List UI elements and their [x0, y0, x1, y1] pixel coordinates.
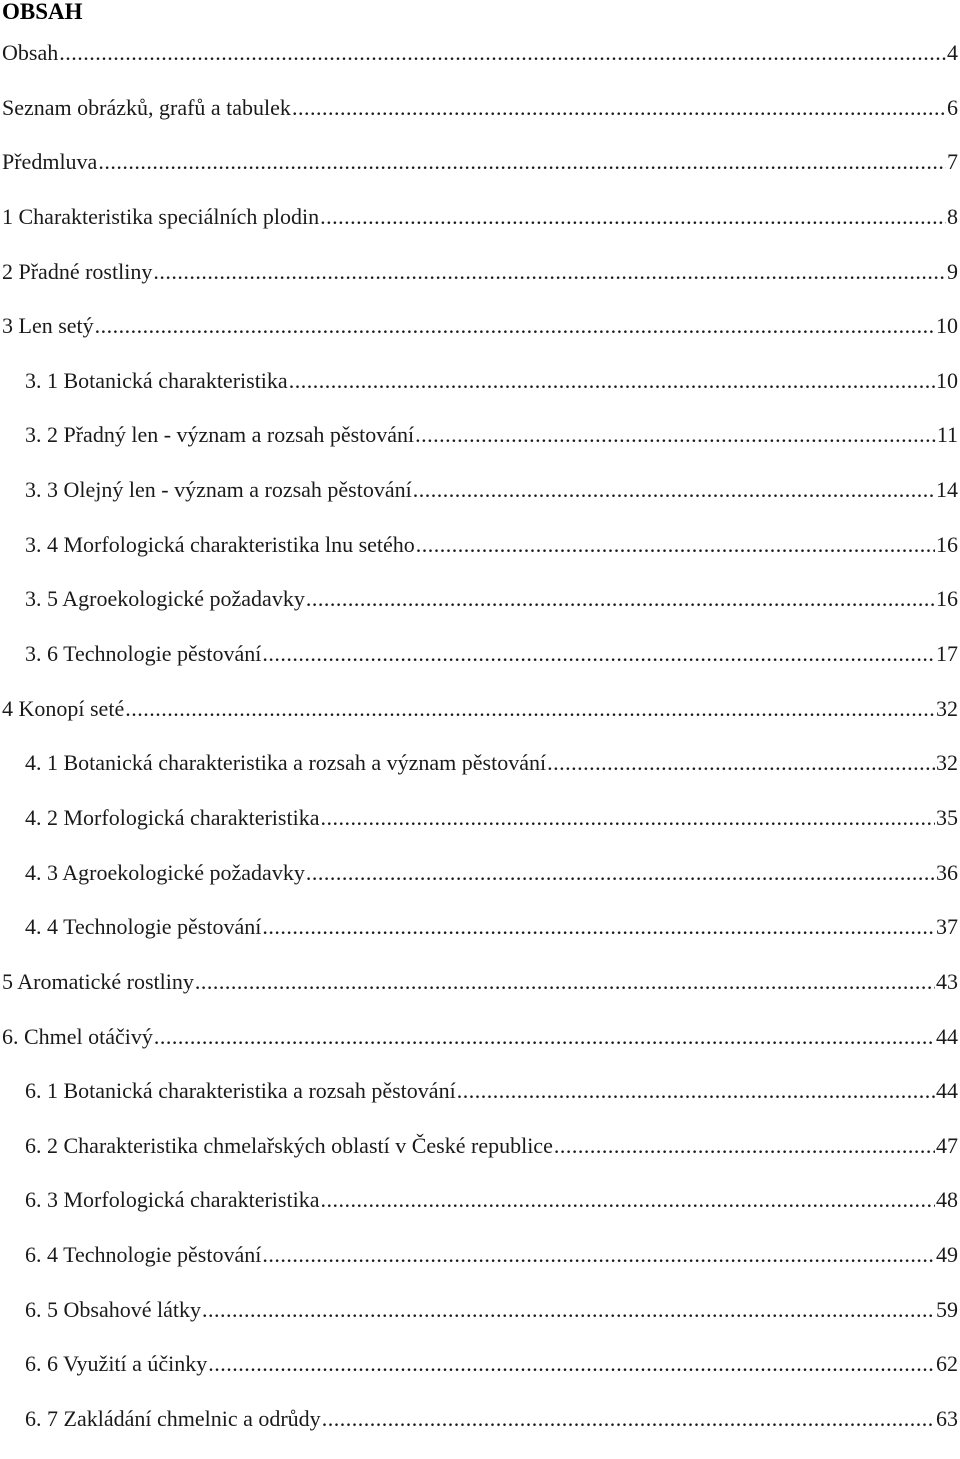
toc-entry-title[interactable]: Předmluva — [2, 149, 98, 175]
toc-entry-title[interactable]: 3. 3 Olejný len - význam a rozsah pěstování — [25, 477, 412, 503]
toc-dot-leader — [95, 311, 935, 341]
toc-entry[interactable] — [0, 530, 960, 585]
table-of-contents — [0, 38, 960, 1459]
toc-entry[interactable] — [0, 1131, 960, 1186]
toc-dot-leader — [202, 1295, 935, 1325]
toc-entry[interactable] — [0, 912, 960, 967]
toc-dot-leader — [320, 1185, 935, 1215]
toc-dot-leader — [262, 912, 935, 942]
toc-entry[interactable] — [0, 803, 960, 858]
toc-entry-title[interactable]: 6. 4 Technologie pěstování — [25, 1242, 262, 1268]
toc-dot-leader — [208, 1349, 935, 1379]
toc-entry[interactable] — [0, 1076, 960, 1131]
toc-page-number[interactable]: 44 — [936, 1023, 958, 1049]
toc-entry-title[interactable]: 3. 4 Morfologická charakteristika lnu setého — [25, 531, 415, 557]
toc-dot-leader — [153, 257, 946, 287]
toc-entry-title[interactable]: 4. 2 Morfologická charakteristika — [25, 804, 320, 830]
toc-entry-title[interactable]: 4. 3 Agroekologické požadavky — [25, 859, 305, 885]
toc-page-number[interactable]: 37 — [936, 914, 958, 940]
toc-page-number[interactable]: 6 — [947, 94, 958, 120]
toc-dot-leader — [415, 420, 936, 450]
toc-entry-title[interactable]: 6. 1 Botanická charakteristika a rozsah pěstování — [25, 1078, 456, 1104]
toc-page-number[interactable]: 4 — [947, 40, 958, 65]
toc-dot-leader — [416, 530, 935, 560]
toc-entry[interactable] — [0, 1185, 960, 1240]
toc-page-number[interactable]: 9 — [947, 258, 958, 284]
toc-entry-title[interactable]: 3. 5 Agroekologické požadavky — [25, 586, 305, 612]
toc-entry-title[interactable]: 6. Chmel otáčivý — [2, 1023, 153, 1049]
toc-entry[interactable] — [0, 475, 960, 530]
toc-entry-title[interactable]: 2 Přadné rostliny — [2, 258, 153, 284]
toc-entry[interactable] — [0, 1349, 960, 1404]
toc-dot-leader — [320, 202, 946, 232]
toc-dot-leader — [322, 1404, 935, 1434]
toc-dot-leader — [320, 803, 935, 833]
toc-page-number[interactable]: 48 — [936, 1187, 958, 1213]
toc-page-number[interactable]: 32 — [936, 750, 958, 776]
toc-entry[interactable] — [0, 639, 960, 694]
toc-entry[interactable] — [0, 858, 960, 913]
toc-entry-title[interactable]: 5 Aromatické rostliny — [2, 968, 194, 994]
toc-dot-leader — [125, 694, 935, 724]
toc-page-number[interactable]: 7 — [947, 149, 958, 175]
toc-page-number[interactable]: 14 — [936, 477, 958, 503]
toc-page-number[interactable]: 43 — [936, 968, 958, 994]
toc-entry-title[interactable]: 6. 2 Charakteristika chmelařských oblastí v České republice — [25, 1132, 553, 1158]
toc-heading: OBSAH — [2, 0, 83, 24]
toc-entry-title[interactable]: 6. 5 Obsahové látky — [25, 1296, 201, 1322]
toc-entry[interactable] — [0, 311, 960, 366]
toc-dot-leader — [195, 967, 935, 997]
toc-entry-title[interactable]: 3. 1 Botanická charakteristika — [25, 367, 288, 393]
toc-page-number[interactable]: 49 — [936, 1242, 958, 1268]
toc-entry[interactable] — [0, 202, 960, 257]
toc-page-number[interactable]: 47 — [936, 1132, 958, 1158]
toc-entry-title[interactable]: 3. 2 Přadný len - význam a rozsah pěstování — [25, 422, 415, 448]
toc-entry[interactable] — [0, 694, 960, 749]
toc-entry-title[interactable]: 6. 7 Zakládání chmelnic a odrůdy — [25, 1406, 321, 1432]
toc-entry-title[interactable]: 3. 6 Technologie pěstování — [25, 641, 262, 667]
toc-entry[interactable] — [0, 1240, 960, 1295]
toc-dot-leader — [59, 38, 946, 68]
toc-dot-leader — [262, 1240, 935, 1270]
toc-entry[interactable] — [0, 1022, 960, 1077]
toc-page-number[interactable]: 10 — [936, 367, 958, 393]
toc-dot-leader — [306, 584, 935, 614]
toc-entry-title[interactable]: 4 Konopí seté — [2, 695, 125, 721]
toc-entry[interactable] — [0, 147, 960, 202]
toc-entry-title[interactable]: Obsah — [2, 40, 59, 65]
toc-page-number[interactable]: 8 — [947, 203, 958, 229]
toc-dot-leader — [154, 1022, 935, 1052]
toc-page-number[interactable]: 32 — [936, 695, 958, 721]
toc-entry[interactable] — [0, 38, 960, 93]
toc-entry[interactable] — [0, 1404, 960, 1459]
toc-entry-title[interactable]: 4. 1 Botanická charakteristika a rozsah a význam pěstování — [25, 750, 547, 776]
toc-entry[interactable] — [0, 748, 960, 803]
toc-page-number[interactable]: 35 — [936, 804, 958, 830]
toc-entry[interactable] — [0, 967, 960, 1022]
toc-page-number[interactable]: 16 — [936, 586, 958, 612]
toc-entry-title[interactable]: 1 Charakteristika speciálních plodin — [2, 203, 320, 229]
toc-page-number[interactable]: 16 — [936, 531, 958, 557]
toc-entry[interactable] — [0, 257, 960, 312]
toc-dot-leader — [554, 1131, 935, 1161]
toc-dot-leader — [262, 639, 935, 669]
toc-dot-leader — [98, 147, 946, 177]
toc-entry[interactable] — [0, 93, 960, 148]
toc-entry-title[interactable]: 6. 6 Využití a účinky — [25, 1351, 208, 1377]
toc-entry[interactable] — [0, 584, 960, 639]
toc-page-number[interactable]: 63 — [936, 1406, 958, 1432]
toc-page-number[interactable]: 10 — [936, 313, 958, 339]
toc-entry[interactable] — [0, 366, 960, 421]
toc-entry-title[interactable]: Seznam obrázků, grafů a tabulek — [2, 94, 291, 120]
toc-dot-leader — [289, 366, 935, 396]
toc-entry[interactable] — [0, 1295, 960, 1350]
toc-page-number[interactable]: 17 — [936, 641, 958, 667]
toc-page-number[interactable]: 36 — [936, 859, 958, 885]
toc-dot-leader — [457, 1076, 935, 1106]
toc-dot-leader — [306, 858, 935, 888]
toc-page-number[interactable]: 11 — [936, 422, 958, 448]
toc-entry-title[interactable]: 6. 3 Morfologická charakteristika — [25, 1187, 320, 1213]
toc-dot-leader — [547, 748, 935, 778]
toc-page-number[interactable]: 59 — [936, 1296, 958, 1322]
toc-dot-leader — [413, 475, 935, 505]
toc-entry-title[interactable]: 4. 4 Technologie pěstování — [25, 914, 262, 940]
toc-entry[interactable] — [0, 420, 960, 475]
toc-entry-title[interactable]: 3 Len setý — [2, 313, 94, 339]
toc-page-number[interactable]: 62 — [936, 1351, 958, 1377]
toc-page-number[interactable]: 44 — [936, 1078, 958, 1104]
toc-dot-leader — [292, 93, 946, 123]
